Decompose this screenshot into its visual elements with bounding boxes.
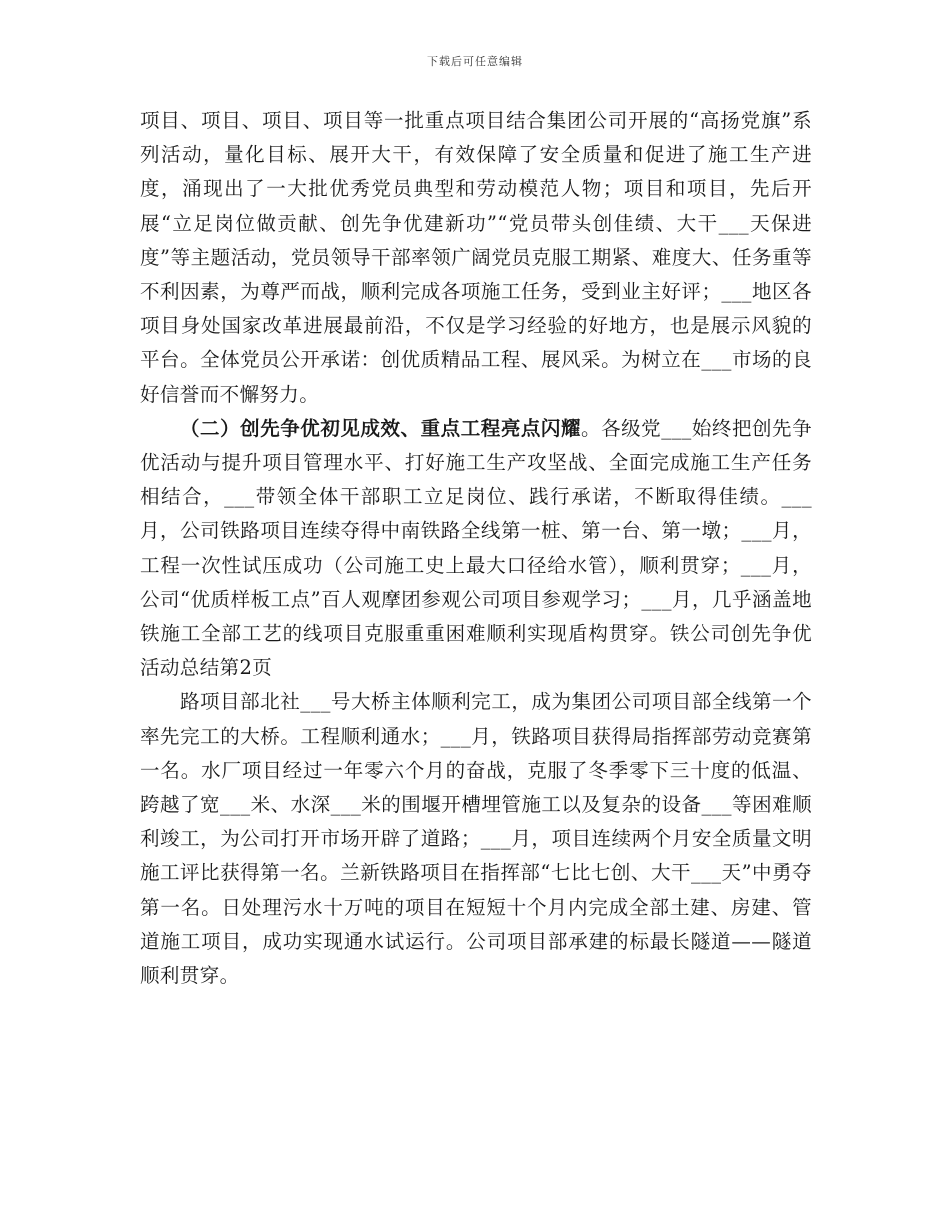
paragraph-3: 路项目部北社___号大桥主体顺利完工，成为集团公司项目部全线第一个率先完工的大桥。工程顺利通水；___月，铁路项目获得局指挥部劳动竞赛第一名。水厂项目经过一年零六个月的奋战，克服了冬季零下三十度的低温、跨越了宽___米、水深___米的围堰开槽埋管施工以及复杂的设备___等困难顺利竣工，为公司打开市场开辟了道路；___月，项目连续两个月安全质量文明施工评比获得第一名。兰新铁路项目在指挥部“七比七创、大干___天”中勇夺第一名。日处理污水十万吨的项目在短短十个月内完成全部土建、房建、管道施工项目，成功实现通水试运行。公司项目部承建的标最长隧道——隧道顺利贯穿。 bbox=[140, 690, 812, 988]
paragraph-1: 项目、项目、项目、项目等一批重点项目结合集团公司开展的“高扬党旗”系列活动，量化目标、展开大干，有效保障了安全质量和促进了施工生产进度，涌现出了一大批优秀党员典型和劳动模范人物；项目和项目，先后开展“立足岗位做贡献、创先争优建新功”“党员带头创佳绩、大干___天保进度”等主题活动，党员领导干部率领广阔党员克服工期紧、难度大、任务重等不利因素，为尊严而战，顺利完成各项施工任务，受到业主好评；___地区各项目身处国家改革进展最前沿，不仅是学习经验的好地方，也是展示风貌的平台。全体党员公开承诺：创优质精品工程、展风采。为树立在___市场的良好信誉而不懈努力。 bbox=[140, 109, 812, 406]
document-body bbox=[140, 104, 812, 993]
section-heading: （二）创先争优初见成效、重点工程亮点闪耀 bbox=[180, 416, 582, 440]
page-header: 下载后可任意编辑 bbox=[427, 55, 523, 68]
paragraph-2 bbox=[140, 412, 812, 686]
paragraph-2-text: 。各级党___始终把创先争优活动与提升项目管理水平、打好施工生产攻坚战、全面完成施工生产任务相结合，___带领全体干部职工立足岗位、践行承诺，不断取得佳绩。___月，公司铁路项目连续夺得中南铁路全线第一桩、第一台、第一墩；___月，工程一次性试压成功（公司施工史上最大口径给水管），顺利贯穿；___月，公司“优质样板工点”百人观摩团参观公司项目参观学习；___月，几乎涵盖地铁施工全部工艺的线项目克服重重困难顺利实现盾构贯穿。铁公司创先争优活动总结第2页 bbox=[140, 416, 812, 680]
